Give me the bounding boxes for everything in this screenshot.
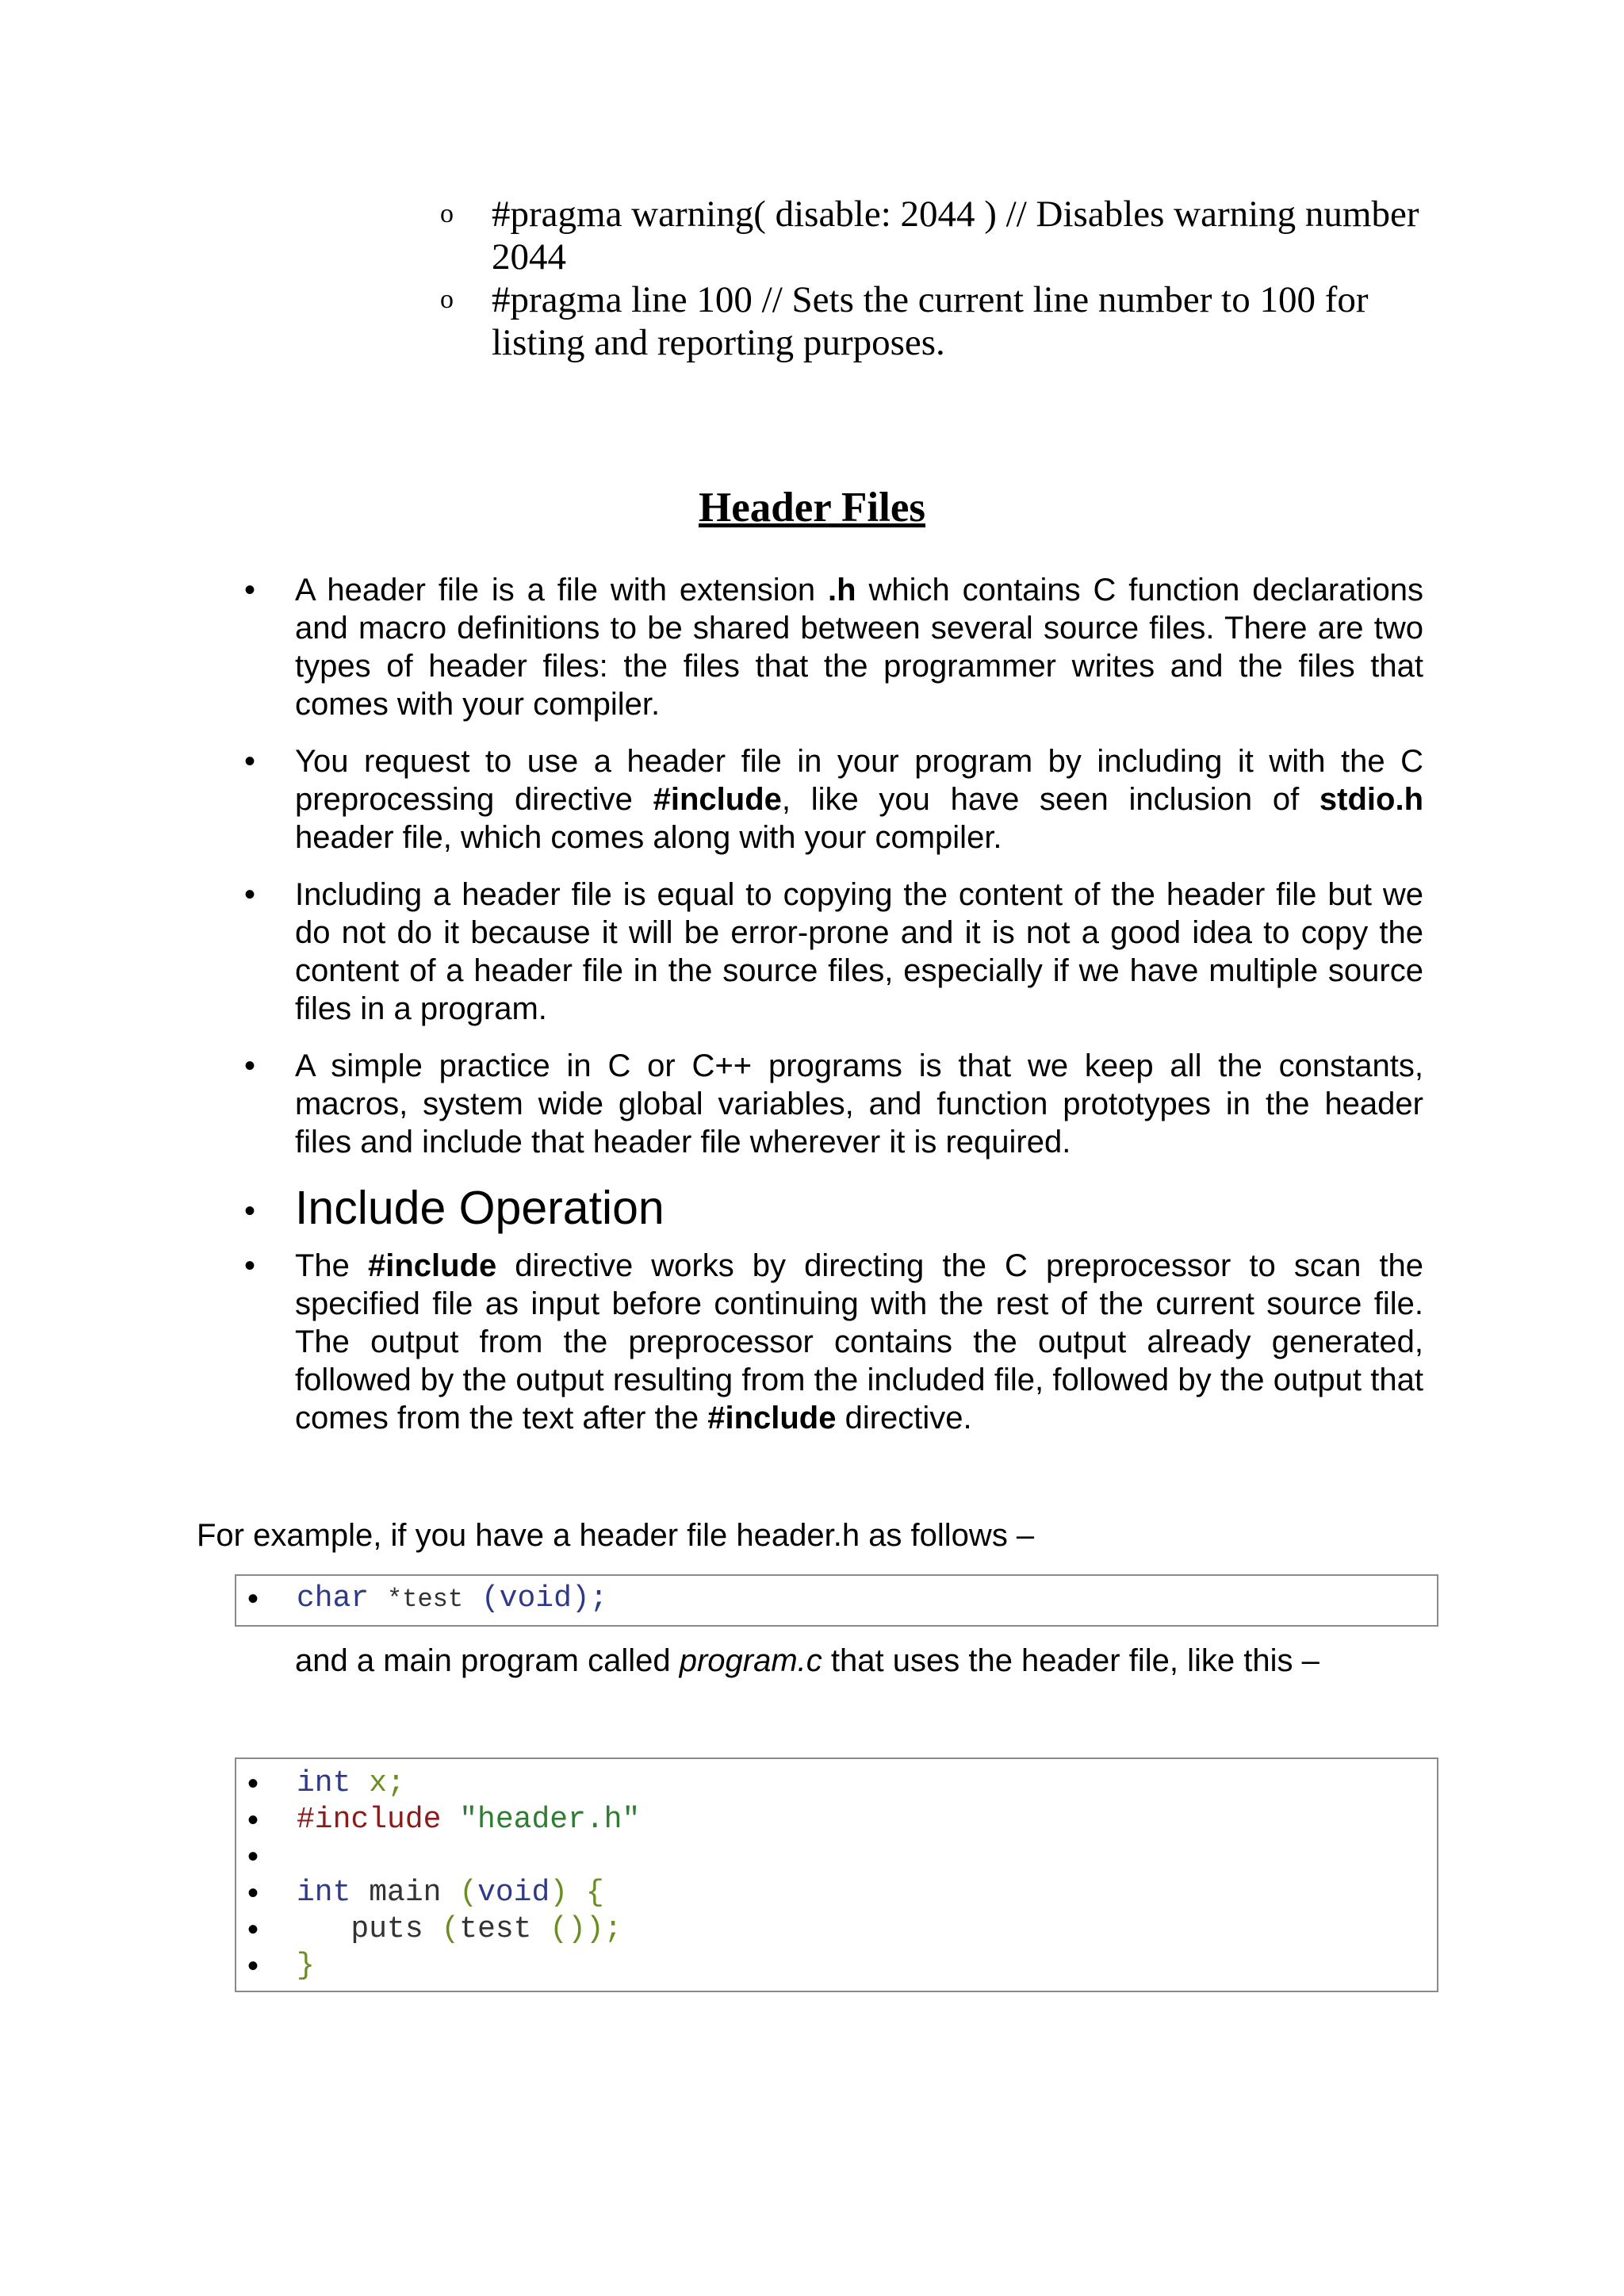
code-line: • #include "header.h" bbox=[247, 1803, 641, 1838]
bullet-icon: • bbox=[244, 1194, 256, 1228]
bullet-icon: • bbox=[247, 1876, 259, 1911]
code-line: • puts (test ()); bbox=[247, 1912, 622, 1947]
code-line: • } bbox=[247, 1949, 315, 1984]
code-line: • int main (void) { bbox=[247, 1876, 604, 1911]
list-item bbox=[440, 193, 1423, 278]
program-intro-text: and a main program called program.c that uses the header file, like this – bbox=[295, 1643, 1320, 1678]
header-code-block bbox=[235, 1574, 1438, 1627]
section-title: Header Files bbox=[698, 485, 926, 531]
header-files-bullets bbox=[238, 571, 1423, 1456]
hollow-bullet-icon: o bbox=[440, 285, 454, 314]
bullet-icon: • bbox=[247, 1839, 259, 1874]
list-item: • Including a header file is equal to copying the content of the header file but we do not do it because it will be error-prone and it is not a good idea to copy the content of a header file in the source files, especially if we have multiple source files in a program. bbox=[244, 877, 1423, 1026]
hollow-bullet-icon: o bbox=[440, 199, 454, 228]
bullet-icon: • bbox=[244, 877, 256, 912]
code-line bbox=[236, 1838, 1437, 1875]
bullet-icon: • bbox=[244, 1248, 256, 1283]
code-line: • char *test (void); bbox=[247, 1581, 608, 1616]
example-intro-text: For example, if you have a header file header.h as follows – bbox=[197, 1518, 1035, 1553]
pragma-examples-list bbox=[440, 193, 1423, 364]
bullet-icon: • bbox=[247, 1912, 259, 1947]
bullet-icon: • bbox=[244, 573, 256, 608]
list-item: • The #include directive works by directing the C preprocessor to scan the specified file as input before continuing with the rest of the current source file. The output from the preprocessor contains the output already generated, followed by the output resulting from the included file, followed by the output that comes from the text after the #include directive. bbox=[244, 1248, 1423, 1435]
list-item: • You request to use a header file in your program by including it with the C preprocessing directive #include, like you have seen inclusion of stdio.h header file, which comes along with your compiler. bbox=[244, 744, 1423, 855]
bullet-icon: • bbox=[244, 744, 256, 779]
bullet-icon: • bbox=[247, 1766, 259, 1801]
bullet-icon: • bbox=[244, 1048, 256, 1083]
list-item: • A header file is a file with extension .h which contains C function declarations and macro definitions to be shared between several source files. There are two types of header files: the files that the programmer writes and the files that comes with your compiler. bbox=[244, 573, 1423, 722]
bullet-icon: • bbox=[247, 1949, 259, 1984]
bullet-icon: • bbox=[247, 1581, 259, 1616]
include-operation-heading: • Include Operation bbox=[238, 1180, 1423, 1236]
list-item bbox=[440, 278, 1423, 364]
pragma-line-text: #pragma line 100 // Sets the current line number to 100 for listing and reporting purposes. bbox=[492, 279, 1369, 363]
bullet-icon: • bbox=[247, 1803, 259, 1838]
code-line: • int x; bbox=[247, 1766, 405, 1801]
pragma-warning-text: #pragma warning( disable: 2044 ) // Disables warning number 2044 bbox=[492, 194, 1419, 278]
list-item: • A simple practice in C or C++ programs is that we keep all the constants, macros, system wide global variables, and function prototypes in the header files and include that header file wherever it is required. bbox=[244, 1048, 1423, 1159]
program-code-block bbox=[235, 1757, 1438, 1992]
